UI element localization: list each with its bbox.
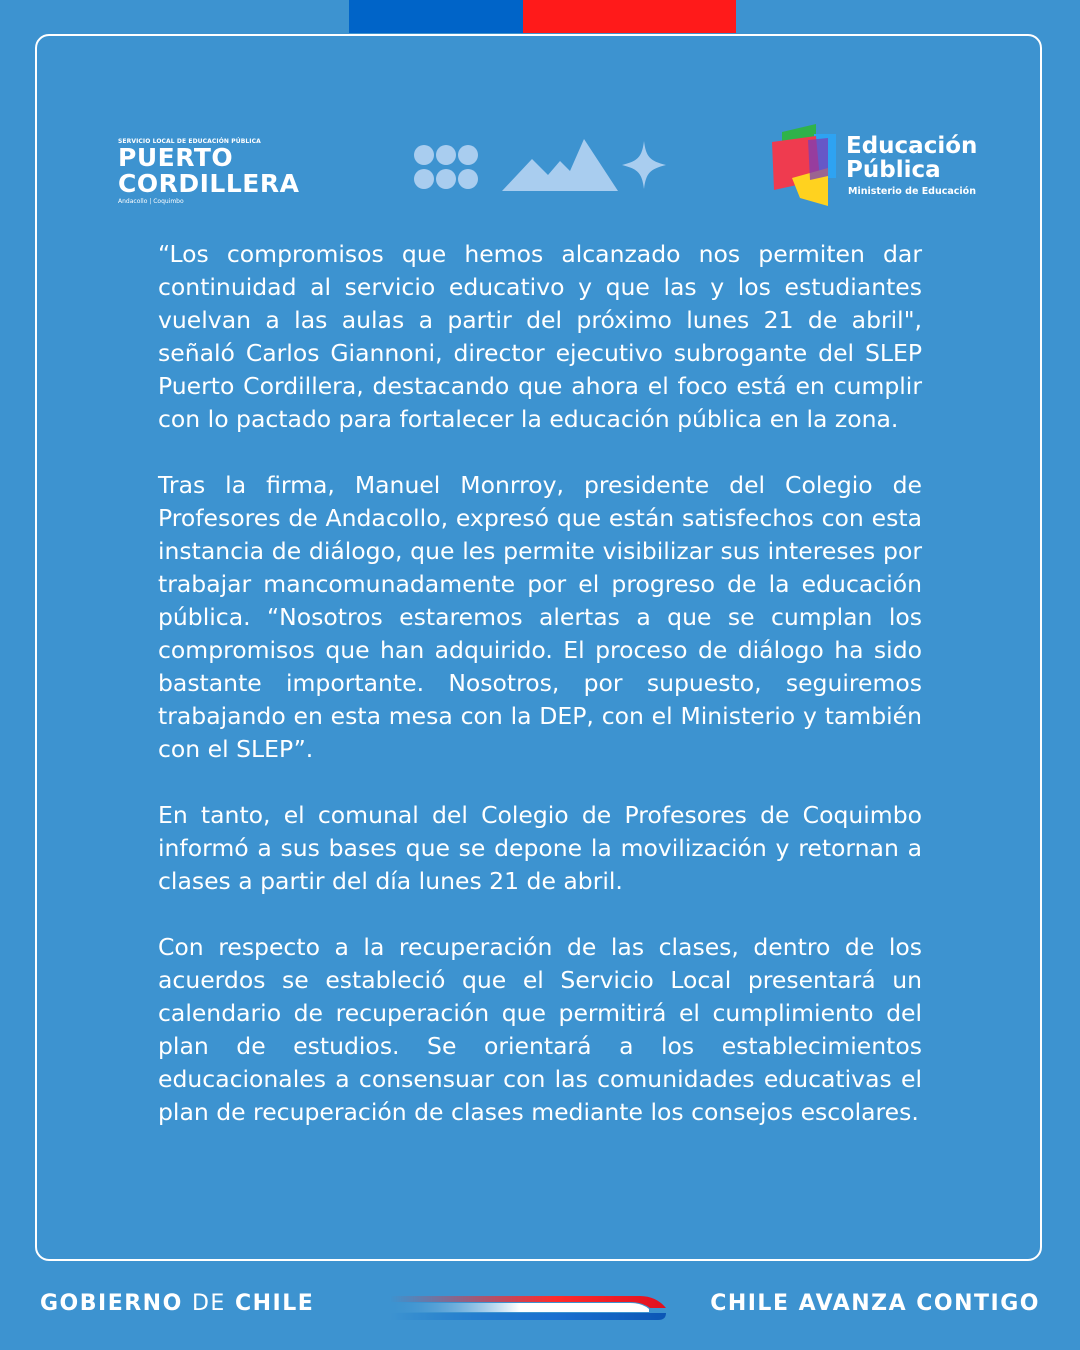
educacion-publica-logo [770,120,990,210]
logo-ep-ministry: Ministerio de Educación [848,186,976,197]
gobierno-de-chile-label [40,1291,314,1316]
footer-left-b: DE [191,1291,226,1316]
decorative-mountains-icon [410,135,670,197]
footer-left-c: CHILE [234,1291,315,1316]
flag-bar-red [523,0,736,33]
logo-ep-line2: Pública [846,157,941,183]
puerto-cordillera-logo [118,138,318,205]
chile-swoosh-icon [390,1290,670,1326]
paragraph: Con respecto a la recuperación de las clases, dentro de los acuerdos se estableció que el Servicio Local presentará un calendario de recuperación que permitirá el cumplimiento del plan de estudios. Se orientará a los establecimientos educacionales a consensuar con las comunidades educativas el plan de recuperación de clases mediante los consejos escolares. [158,933,922,1126]
paragraph: “Los compromisos que hemos alcanzado nos permiten dar continuidad al servicio educativo y que las y los estudiantes vuelvan a las aulas a partir del próximo lunes 21 de abril", señaló Carlos Giannoni, director ejecutivo subrogante del SLEP Puerto Cordillera, destacando que ahora el foco está en cumplir con lo pactado para fortalecer la educación pública en la zona. [158,240,922,433]
flag-bar-blue [349,0,523,33]
paragraph: Tras la firma, Manuel Monrroy, presidente del Colegio de Profesores de Andacollo, expresó que están satisfechos con esta instancia de diálogo, que les permite visibilizar sus intereses por trabajar mancomunadamente por el progreso de la educación pública. “Nosotros estaremos alertas a que se cumplan los compromisos que han adquirido. El proceso de diálogo ha sido bastante importante. Nosotros, por supuesto, seguiremos trabajando en esta mesa con la DEP, con el Ministerio y también con el SLEP”. [158,471,922,763]
logo-pc-line1: PUERTO [118,143,234,172]
chile-avanza-contigo-label: CHILE AVANZA CONTIGO [710,1291,1040,1316]
logo-pc-location: Andacollo | Coquimbo [118,198,184,205]
article-body [158,238,922,1162]
logo-pc-subtitle: SERVICIO LOCAL DE EDUCACIÓN PÚBLICA [118,138,261,145]
paragraph: En tanto, el comunal del Colegio de Profesores de Coquimbo informó a sus bases que se depone la movilización y retornan a clases a partir del día lunes 21 de abril. [158,801,922,895]
logo-ep-line1: Educación [846,133,978,159]
educacion-publica-emblem-icon [770,120,840,210]
logo-pc-line2: CORDILLERA [118,169,300,198]
footer-left-a: GOBIERNO [40,1291,183,1316]
